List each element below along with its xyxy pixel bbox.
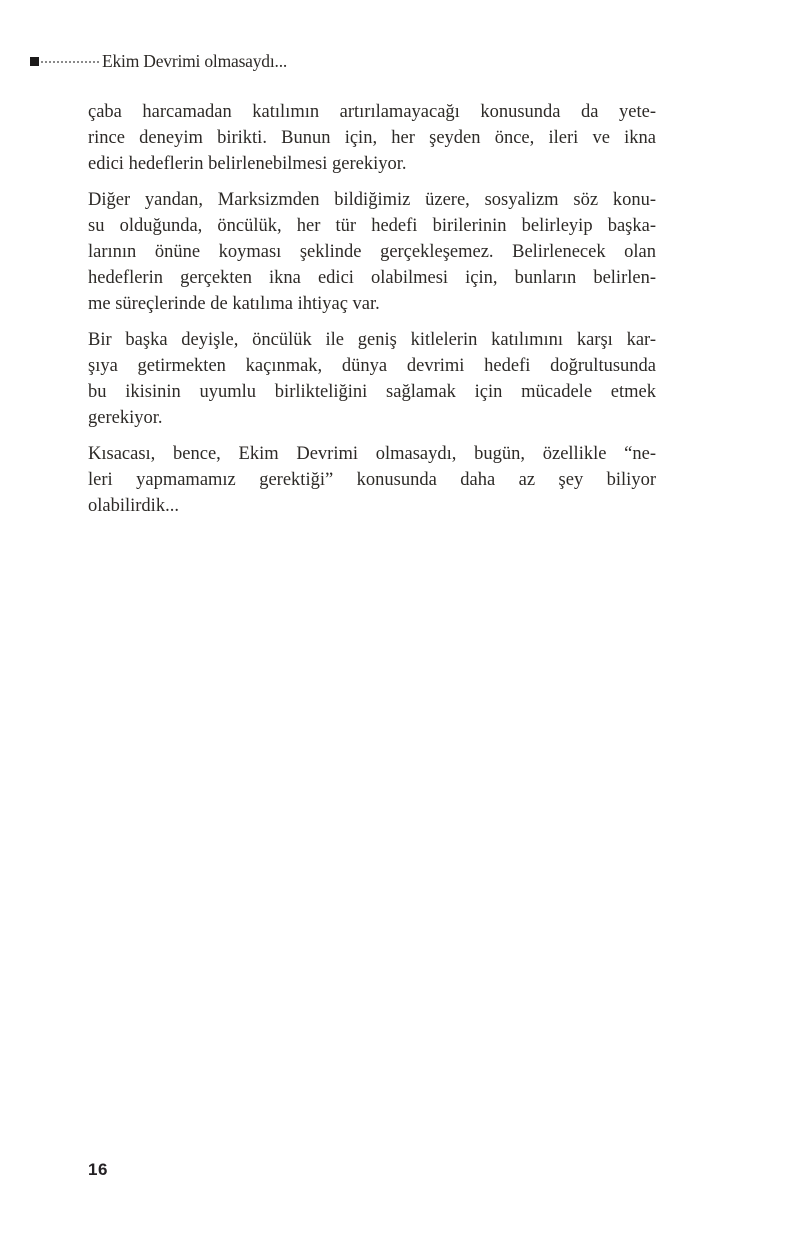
text-line: me süreçlerinde de katılıma ihtiyaç var. (88, 294, 380, 314)
text-line: edici hedeflerin belirlenebilmesi gerekiyor. (88, 154, 407, 174)
paragraph (88, 187, 656, 317)
text-line: Bir başka deyişle, öncülük ile geniş kitlelerin katılımını karşı kar- (88, 330, 656, 350)
text-line: bu ikisinin uyumlu birlikteliğini sağlamak için mücadele etmek (88, 382, 656, 402)
dotted-leader-line (41, 61, 99, 63)
text-line: Diğer yandan, Marksizmden bildiğimiz üzere, sosyalizm söz konu- (88, 190, 656, 210)
text-line: olabilirdik... (88, 496, 179, 516)
text-line: çaba harcamadan katılımın artırılamayacağı konusunda da yete- (88, 102, 656, 122)
running-header (30, 51, 670, 71)
text-line: leri yapmamamız gerektiği” konusunda daha az şey biliyor (88, 470, 656, 490)
text-line: larının önüne koyması şeklinde gerçekleşemez. Belirlenecek olan (88, 242, 656, 262)
paragraph (88, 441, 656, 519)
body-text (88, 99, 656, 529)
paragraph (88, 327, 656, 431)
text-line: şıya getirmekten kaçınmak, dünya devrimi hedefi doğrultusunda (88, 356, 656, 376)
text-line: rince deneyim birikti. Bunun için, her şeyden önce, ileri ve ikna (88, 128, 656, 148)
text-line: su olduğunda, öncülük, her tür hedefi birilerinin belirleyip başka- (88, 216, 656, 236)
text-line: Kısacası, bence, Ekim Devrimi olmasaydı, bugün, özellikle “ne- (88, 444, 656, 464)
page-number: 16 (88, 1160, 108, 1179)
running-header-title: Ekim Devrimi olmasaydı... (102, 50, 288, 71)
paragraph (88, 99, 656, 177)
square-bullet-icon (30, 57, 39, 66)
text-line: gerekiyor. (88, 408, 163, 428)
text-line: hedeflerin gerçekten ikna edici olabilmesi için, bunların belirlen- (88, 268, 656, 288)
